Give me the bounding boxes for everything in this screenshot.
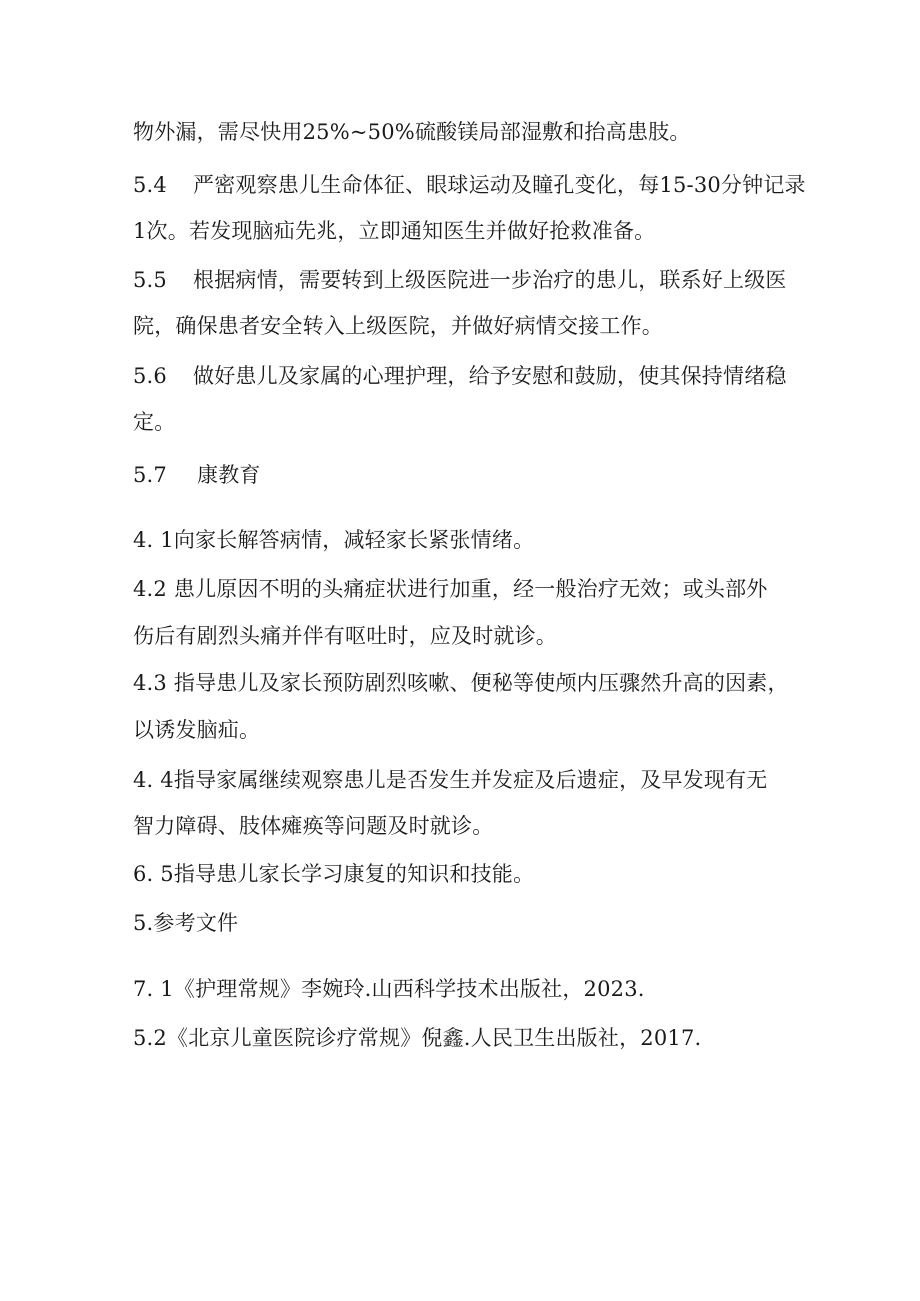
section-5-7-heading: [133, 461, 261, 489]
item-number: 5.6: [133, 364, 167, 388]
text-line: 4. 1向家长解答病情，减轻家长紧张情绪。: [133, 528, 535, 552]
item-number: 5.5: [133, 268, 167, 292]
text-line: 院，确保患者安全转入上级医院，并做好病情交接工作。: [133, 314, 663, 338]
item-5-6-line: [133, 362, 787, 390]
text-line: 物外漏，需尽快用25%~50%硫酸镁局部湿敷和抬高患肢。: [133, 120, 691, 144]
text-line: 以诱发脑疝。: [133, 718, 261, 742]
item-5-5-line: [133, 266, 787, 294]
item-5-4-line: [133, 171, 806, 199]
item-number: 5.7: [133, 463, 167, 487]
text-line: 6. 5指导患儿家长学习康复的知识和技能。: [133, 862, 535, 886]
reference-item: 7. 1《护理常规》李婉玲.山西科学技术出版社，2023.: [133, 977, 645, 1001]
text-line: 智力障碍、肢体瘫痪等问题及时就诊。: [133, 814, 494, 838]
item-text: 严密观察患儿生命体征、眼球运动及瞳孔变化，每15-30分钟记录: [193, 173, 806, 197]
text-line: 4.3 指导患儿及家长预防剧烈咳嗽、便秘等使颅内压骤然升高的因素，: [133, 671, 789, 695]
section-title: 康教育: [197, 463, 261, 487]
item-text: 根据病情，需要转到上级医院进一步治疗的患儿，联系好上级医: [193, 268, 787, 292]
text-line: 4.2 患儿原因不明的头痛症状进行加重，经一般治疗无效；或头部外: [133, 577, 768, 601]
text-line: 定。: [133, 410, 176, 434]
reference-item: 5.2《北京儿童医院诊疗常规》倪鑫.人民卫生出版社，2017.: [133, 1026, 702, 1050]
section-heading: 5.参考文件: [133, 911, 239, 935]
text-line: 1次。若发现脑疝先兆，立即通知医生并做好抢救准备。: [133, 219, 656, 243]
item-number: 5.4: [133, 173, 167, 197]
text-line: 4. 4指导家属继续观察患儿是否发生并发症及后遗症，及早发现有无: [133, 768, 768, 792]
text-line: 伤后有剧烈头痛并伴有呕吐时，应及时就诊。: [133, 624, 557, 648]
item-text: 做好患儿及家属的心理护理，给予安慰和鼓励，使其保持情绪稳: [193, 364, 787, 388]
